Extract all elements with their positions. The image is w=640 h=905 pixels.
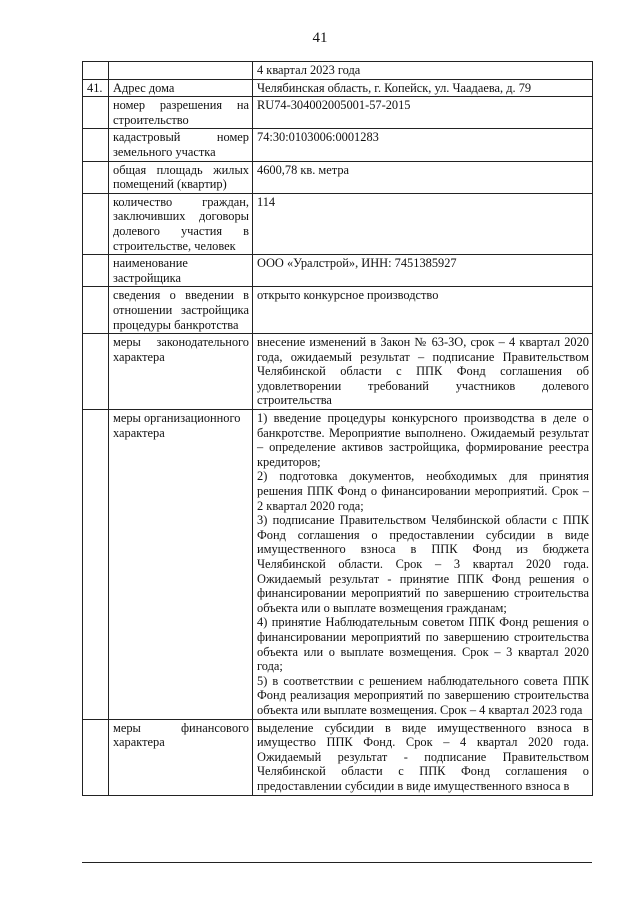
measure-item: 5) в соответствии с решением наблюдательного совета ППК Фонд реализация мероприятий по завершению строительства объекта или выплате возмещения. Срок – 4 квартал 2023 года: [257, 673, 589, 717]
table-row: [83, 719, 593, 795]
row-value-cell: 114: [253, 193, 593, 254]
row-number-cell: [83, 334, 109, 410]
row-number-cell: [83, 719, 109, 795]
table-row: [83, 334, 593, 410]
measure-item: 1) введение процедуры конкурсного производства в деле о банкротстве. Мероприятие выполнено. Ожидаемый результат – определение активов застройщика, формирование реестра кредиторов;: [257, 411, 589, 469]
row-value-cell: 74:30:0103006:0001283: [253, 129, 593, 161]
page-bottom-rule: [82, 862, 592, 863]
table-row: [83, 193, 593, 254]
measure-item: 4) принятие Наблюдательным советом ППК Фонд решения о финансировании мероприятий по завершению строительства объекта или о выплате возмещения. Срок – 3 квартал 2020 года;: [257, 615, 589, 674]
row-label-cell: меры организационного характера: [109, 410, 253, 719]
row-label-cell: [109, 62, 253, 80]
row-label-cell: кадастровый номер земельного участка: [109, 129, 253, 161]
row-value-cell: Челябинская область, г. Копейск, ул. Чаадаева, д. 79: [253, 79, 593, 97]
housing-object-table: [82, 61, 593, 796]
table-row: [83, 62, 593, 80]
row-value-cell: выделение субсидии в виде имущественного взноса в имущество ППК Фонд. Срок – 4 квартал 2020 года. Ожидаемый результат - подписание Правительством Челябинской области с ППК Фонд соглашения о предоставлении субсидии в виде имущественного взноса в: [253, 719, 593, 795]
row-value-cell: внесение изменений в Закон № 63-ЗО, срок – 4 квартал 2020 года, ожидаемый результат – подписание Правительством Челябинской области с ППК Фонд соглашения об удовлетворении требований участников долевого строительства: [253, 334, 593, 410]
row-number-cell: [83, 193, 109, 254]
row-value-cell: ООО «Уралстрой», ИНН: 7451385927: [253, 255, 593, 287]
table-row: [83, 97, 593, 129]
row-label-cell: Адрес дома: [109, 79, 253, 97]
measure-item: 3) подписание Правительством Челябинской области с ППК Фонд соглашения о предоставлении субсидии в виде имущественного взноса в ППК Фонд из бюджета Челябинской области. Срок – 3 квартал 2020 года. Ожидаемый результат - принятие ППК Фонд решения о финансировании мероприятий по завершению строительства объекта или о выплате возмещения гражданам;: [257, 513, 589, 615]
row-number-cell: [83, 62, 109, 80]
row-number-cell: [83, 161, 109, 193]
table-row: [83, 287, 593, 334]
row-number-cell: [83, 287, 109, 334]
table-row: [83, 79, 593, 97]
row-number-cell: [83, 255, 109, 287]
row-value-cell: 4600,78 кв. метра: [253, 161, 593, 193]
table-row: [83, 410, 593, 719]
row-number-cell: [83, 97, 109, 129]
row-value-cell: RU74-304002005001-57-2015: [253, 97, 593, 129]
row-label-cell: меры финансового характера: [109, 719, 253, 795]
row-label-cell: общая площадь жилых помещений (квартир): [109, 161, 253, 193]
measure-item: 2) подготовка документов, необходимых для принятия решения ППК Фонд о финансировании мероприятий. Срок – 2 квартал 2020 года;: [257, 469, 589, 513]
row-value-cell: открыто конкурсное производство: [253, 287, 593, 334]
table-row: [83, 129, 593, 161]
row-value-cell: 4 квартал 2023 года: [253, 62, 593, 80]
row-label-cell: меры законодательного характера: [109, 334, 253, 410]
row-number-cell: [83, 410, 109, 719]
table-row: [83, 161, 593, 193]
row-label-cell: сведения о введении в отношении застройщика процедуры банкротства: [109, 287, 253, 334]
table-row: [83, 255, 593, 287]
row-label-cell: количество граждан, заключивших договоры долевого участия в строительстве, человек: [109, 193, 253, 254]
row-value-cell: [253, 410, 593, 719]
row-label-cell: номер разрешения на строительство: [109, 97, 253, 129]
row-label-cell: наименование застройщика: [109, 255, 253, 287]
row-number-cell: [83, 129, 109, 161]
page-number: 41: [312, 30, 328, 46]
row-number-cell: 41.: [83, 79, 109, 97]
